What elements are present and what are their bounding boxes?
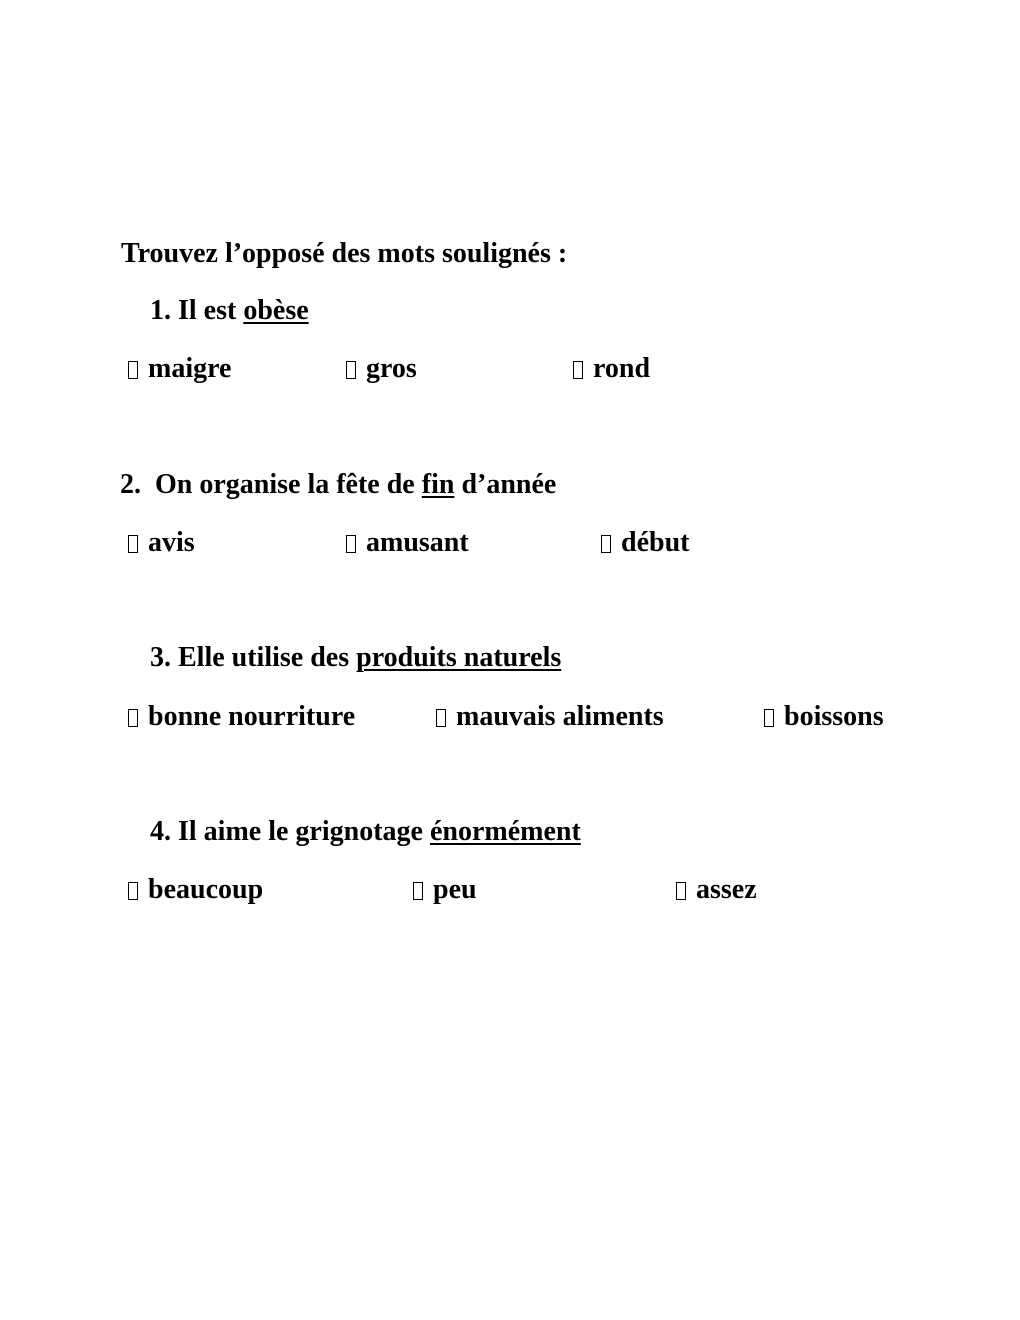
checkbox-icon[interactable]: [128, 535, 138, 553]
question-4-option-3[interactable]: assez: [676, 874, 757, 906]
question-2-option-2[interactable]: amusant: [346, 527, 469, 559]
question-1: [150, 295, 309, 327]
question-3-option-3[interactable]: boissons: [764, 701, 884, 733]
question-4-prefix: 4. Il aime le grignotage: [150, 816, 430, 847]
question-3: [150, 642, 561, 674]
question-4-option-2[interactable]: peu: [413, 874, 477, 906]
question-3-option-2[interactable]: mauvais aliments: [436, 701, 664, 733]
checkbox-icon[interactable]: [764, 709, 774, 727]
question-1-prefix: 1. Il est: [150, 295, 244, 326]
checkbox-icon[interactable]: [128, 709, 138, 727]
checkbox-icon[interactable]: [346, 535, 356, 553]
question-2: [120, 469, 556, 501]
checkbox-icon[interactable]: [128, 882, 138, 900]
checkbox-icon[interactable]: [436, 709, 446, 727]
question-2-underlined-word: fin: [421, 469, 455, 500]
checkbox-icon[interactable]: [128, 361, 138, 379]
checkbox-icon[interactable]: [413, 882, 423, 900]
question-3-prefix: 3. Elle utilise des: [150, 642, 357, 673]
checkbox-icon[interactable]: [573, 361, 583, 379]
checkbox-icon[interactable]: [346, 361, 356, 379]
question-4-option-1[interactable]: beaucoup: [128, 874, 263, 906]
question-2-option-1[interactable]: avis: [128, 527, 195, 559]
question-2-prefix: 2. On organise la fête de: [120, 469, 422, 500]
question-1-underlined-word: obèse: [243, 295, 309, 326]
question-4: [150, 816, 581, 848]
question-1-option-1[interactable]: maigre: [128, 353, 231, 385]
question-2-option-3[interactable]: début: [601, 527, 689, 559]
question-3-option-1[interactable]: bonne nourriture: [128, 701, 355, 733]
checkbox-icon[interactable]: [676, 882, 686, 900]
instruction-heading: Trouvez l’opposé des mots soulignés :: [121, 238, 568, 269]
question-3-underlined-word: produits naturels: [356, 642, 562, 673]
question-4-underlined-word: énormément: [429, 816, 581, 847]
question-1-option-3[interactable]: rond: [573, 353, 650, 385]
question-2-suffix: d’année: [454, 469, 557, 500]
question-1-option-2[interactable]: gros: [346, 353, 417, 385]
checkbox-icon[interactable]: [601, 535, 611, 553]
